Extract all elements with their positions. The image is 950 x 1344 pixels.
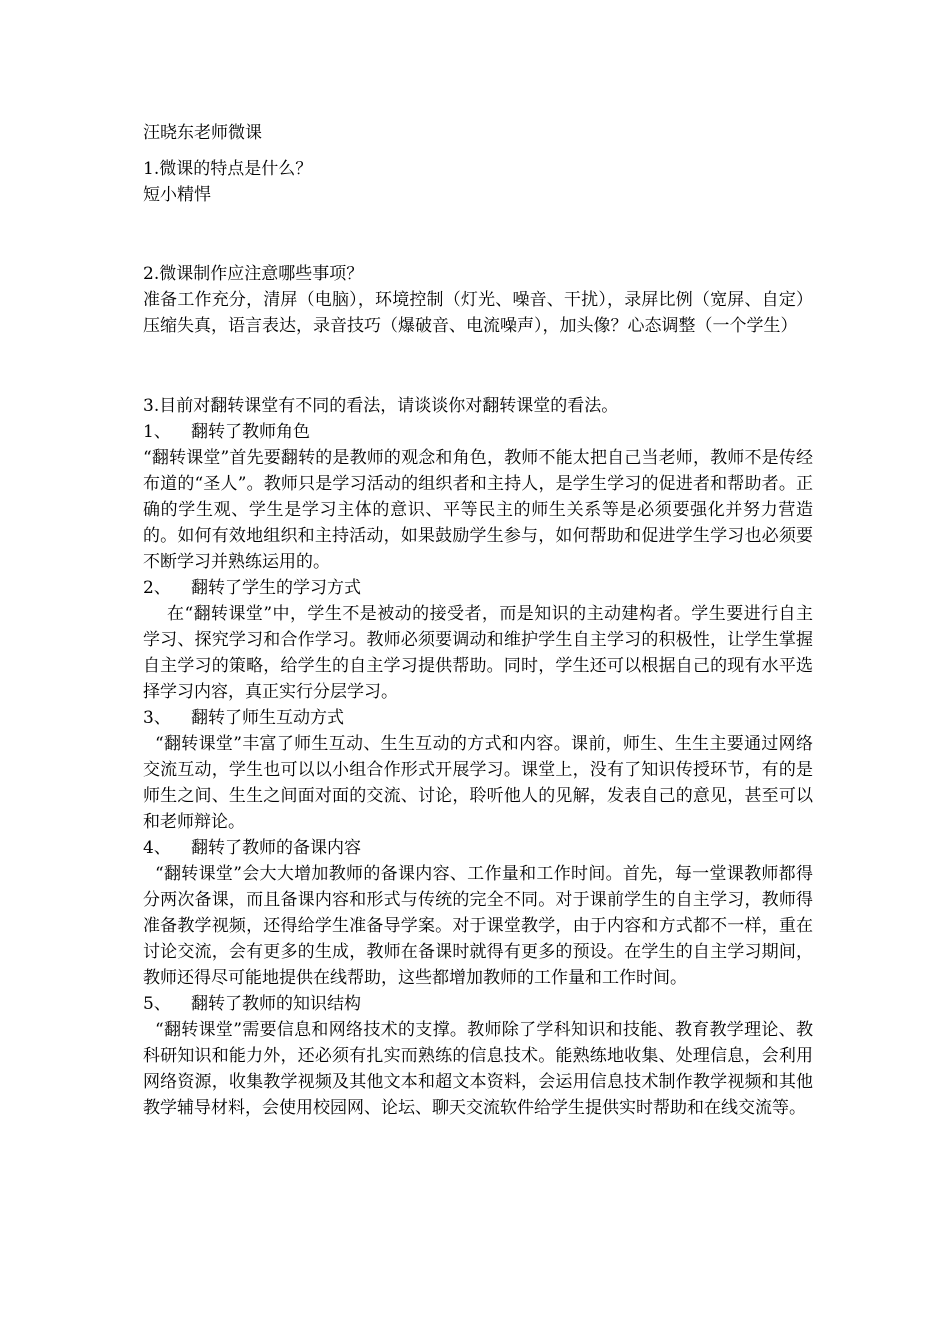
item-number: 5、 [143,994,171,1014]
item-heading-text: 翻转了教师角色 [191,422,310,442]
spacer [143,339,813,393]
question-3: 3.目前对翻转课堂有不同的看法，请谈谈你对翻转课堂的看法。 [143,396,619,416]
item-number: 4、 [143,838,171,858]
item-heading-text: 翻转了学生的学习方式 [191,578,361,598]
answer-2: 准备工作充分，清屏（电脑），环境控制（灯光、噪音、干扰），录屏比例（宽屏、自定）压缩失真，语言表达，录音技巧（爆破音、电流噪声），加头像？心态调整（一个学生） [143,290,813,336]
spacer [143,208,813,261]
item-paragraph-5: “翻转课堂”需要信息和网络技术的支撑。教师除了学科知识和技能、教育教学理论、教科研知识和能力外，还必须有扎实而熟练的信息技术。能熟练地收集、处理信息，会利用网络资源，收集教学视频及其他文本和超文本资料，会运用信息技术制作教学视频和其他教学辅导材料，会使用校园网、论坛、聊天交流软件给学生提供实时帮助和在线交流等。 [143,1020,813,1118]
item-heading-2 [143,575,813,601]
item-heading-3 [143,705,813,731]
question-2: 2.微课制作应注意哪些事项？ [143,264,364,284]
item-number: 1、 [143,422,171,442]
item-heading-text: 翻转了师生互动方式 [191,708,344,728]
item-number: 3、 [143,708,171,728]
item-heading-text: 翻转了教师的备课内容 [191,838,361,858]
item-heading-text: 翻转了教师的知识结构 [191,994,361,1014]
item-number: 2、 [143,578,171,598]
question-1: 1.微课的特点是什么？ [143,159,313,179]
answer-1: 短小精悍 [143,185,211,205]
item-heading-1 [143,419,813,445]
document-title: 汪晓东老师微课 [143,123,262,143]
item-paragraph-1: “翻转课堂”首先要翻转的是教师的观念和角色，教师不能太把自己当老师，教师不是传经布道的“圣人”。教师只是学习活动的组织者和主持人，是学生学习的促进者和帮助者。正确的学生观、学生是学习主体的意识、平等民主的师生关系等是必须要强化并努力营造的。如何有效地组织和主持活动，如果鼓励学生参与，如何帮助和促进学生学习也必须要不断学习并熟练运用的。 [143,448,813,572]
item-paragraph-3: “翻转课堂”丰富了师生互动、生生互动的方式和内容。课前，师生、生生主要通过网络交流互动，学生也可以以小组合作形式开展学习。课堂上，没有了知识传授环节，有的是师生之间、生生之间面对面的交流、讨论，聆听他人的见解，发表自己的意见，甚至可以和老师辩论。 [143,734,813,832]
document-page [143,120,813,1121]
item-heading-4 [143,835,813,861]
item-heading-5 [143,991,813,1017]
item-paragraph-4: “翻转课堂”会大大增加教师的备课内容、工作量和工作时间。首先，每一堂课教师都得分两次备课，而且备课内容和形式与传统的完全不同。对于课前学生的自主学习，教师得准备教学视频，还得给学生准备导学案。对于课堂教学，由于内容和方式都不一样，重在讨论交流，会有更多的生成，教师在备课时就得有更多的预设。在学生的自主学习期间，教师还得尽可能地提供在线帮助，这些都增加教师的工作量和工作时间。 [143,864,813,988]
item-paragraph-2: 在“翻转课堂”中，学生不是被动的接受者，而是知识的主动建构者。学生要进行自主学习、探究学习和合作学习。教师必须要调动和维护学生自主学习的积极性，让学生掌握自主学习的策略，给学生的自主学习提供帮助。同时，学生还可以根据自己的现有水平选择学习内容，真正实行分层学习。 [143,604,813,702]
